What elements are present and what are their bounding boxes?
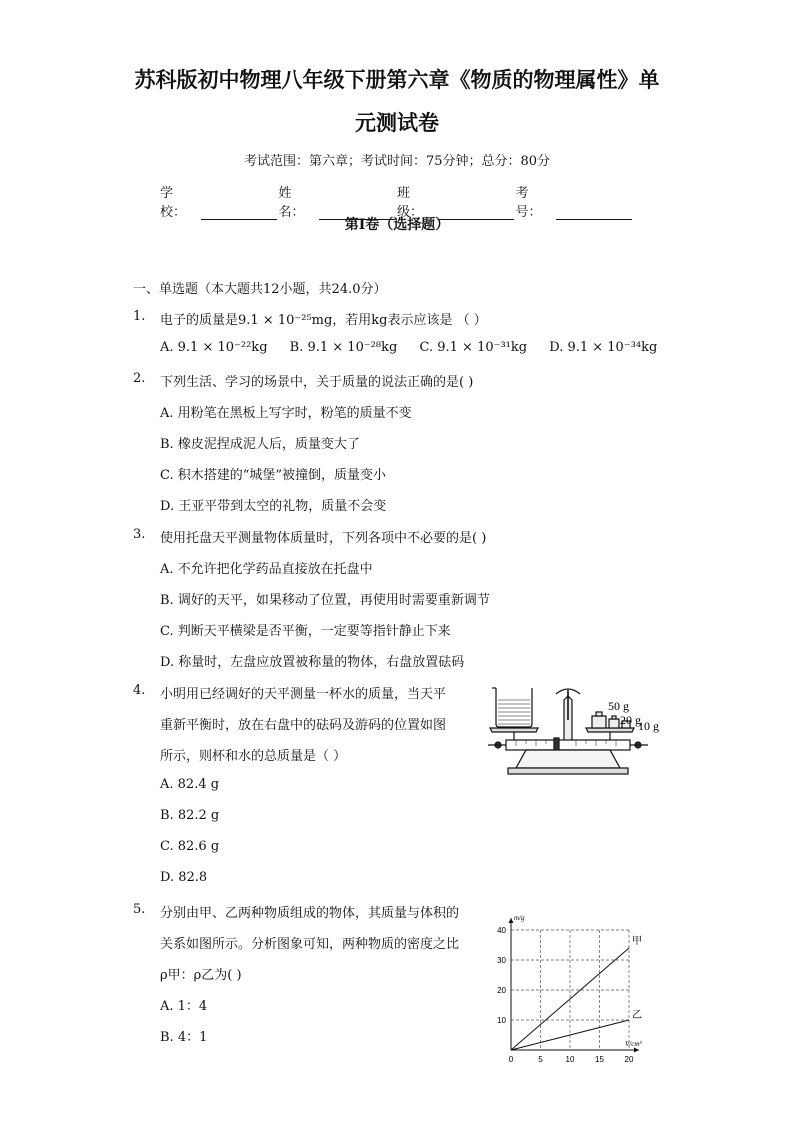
option-b[interactable]: B. 9.1 × 10⁻²⁸kg [289,340,398,355]
beam [506,740,630,750]
left-pan [490,728,538,732]
y-axis-arrow [509,918,514,923]
base [516,750,620,768]
question-text-line-2: 重新平衡时，放在右盘中的砝码及游码的位置如图 [160,718,447,733]
option-a[interactable]: A. 82.4 g [160,777,220,792]
question-text-line-3: 所示，则杯和水的总质量是（ ） [160,749,347,764]
exam-info: 考试范围：第六章；考试时间：75分钟；总分：80分 [243,154,551,169]
question-number: 2. [133,371,146,386]
name-label: 姓名： [278,186,305,220]
school-label: 学校： [160,186,187,220]
weight-label-20g: 20 g [620,713,641,727]
question-1-options [160,340,675,355]
question-number: 5. [133,902,146,917]
question-number: 3. [133,527,146,542]
weight-label-50g: 50 g [608,699,629,713]
option-d[interactable]: D. 9.1 × 10⁻³⁴kg [549,340,658,355]
option-b[interactable]: B. 4：1 [160,1030,208,1045]
option-c[interactable]: C. 82.6 g [160,839,220,854]
series-label-yi: 乙 [632,1010,642,1021]
option-c[interactable]: C. 9.1 × 10⁻³¹kg [419,340,528,355]
series-label-jia: 甲 [632,936,642,947]
question-text-line-3: ρ甲：ρ乙为( ) [160,968,242,983]
x-tick-label: 5 [538,1055,543,1064]
volume-heading: 第I卷（选择题） [344,217,450,233]
weight-20g [609,719,619,728]
x-tick-label: 15 [595,1055,604,1064]
x-tick-label: 0 [508,1055,514,1064]
x-axis-label: V/cm³ [625,1040,642,1048]
option-a[interactable]: A. 不允许把化学药品直接放在托盘中 [160,562,373,577]
title-line-1: 苏科版初中物理八年级下册第六章《物质的物理属性》单 [134,68,660,92]
question-text: 下列生活、学习的场景中，关于质量的说法正确的是( ) [160,375,474,390]
x-tick-label: 20 [624,1055,634,1064]
question-text: 使用托盘天平测量物体质量时，下列各项中不必要的是( ) [160,531,487,546]
weight-50g [592,716,606,728]
option-d[interactable]: D. 82.8 [160,870,208,885]
exam-number-label: 考号： [515,186,542,220]
option-a[interactable]: A. 9.1 × 10⁻²²kg [160,340,268,355]
option-c[interactable]: C. 判断天平横梁是否平衡，一定要等指针静止下来 [160,624,451,639]
y-tick-label: 10 [497,1016,506,1025]
section-heading: 一、单选题（本大题共12小题，共24.0分） [133,282,387,297]
option-c[interactable]: C. 积木搭建的“城堡”被撞倒，质量变小 [160,468,387,483]
x-tick-label: 10 [565,1055,575,1064]
title-line-2: 元测试卷 [355,111,439,135]
option-b[interactable]: B. 橡皮泥捏成泥人后，质量变大了 [160,437,360,452]
question-text-line-1: 小明用已经调好的天平测量一杯水的质量，当天平 [160,687,447,702]
option-d[interactable]: D. 称量时，左盘应放置被称量的物体，右盘放置砝码 [160,655,465,670]
weight-label-10g: 10 g [638,719,659,733]
y-tick-label: 20 [497,986,506,995]
option-b[interactable]: B. 82.2 g [160,808,220,823]
option-b[interactable]: B. 调好的天平，如果移动了位置，再使用时需要重新调节 [160,593,490,608]
question-text-line-1: 分别由甲、乙两种物质组成的物体，其质量与体积的 [160,906,460,921]
question-text: 电子的质量是9.1 × 10⁻²⁵mg，若用kg表示应该是 （ ） [160,313,487,328]
option-a[interactable]: A. 1：4 [160,999,208,1014]
question-number: 1. [133,309,146,324]
question-text-line-2: 关系如图所示。分析图象可知，两种物质的密度之比 [160,937,460,952]
balance-figure [486,680,666,785]
option-a[interactable]: A. 用粉笔在黑板上写字时，粉笔的质量不变 [160,406,412,421]
y-tick-label: 30 [497,956,506,965]
question-number: 4. [133,683,146,698]
option-d[interactable]: D. 王亚平带到太空的礼物，质量不会变 [160,499,387,514]
mass-volume-chart [486,900,666,1070]
x-axis-arrow [634,1048,639,1053]
class-label: 班级： [397,186,424,220]
y-tick-label: 40 [497,926,506,935]
beaker [496,688,532,727]
y-axis-label: m/g [514,914,525,922]
